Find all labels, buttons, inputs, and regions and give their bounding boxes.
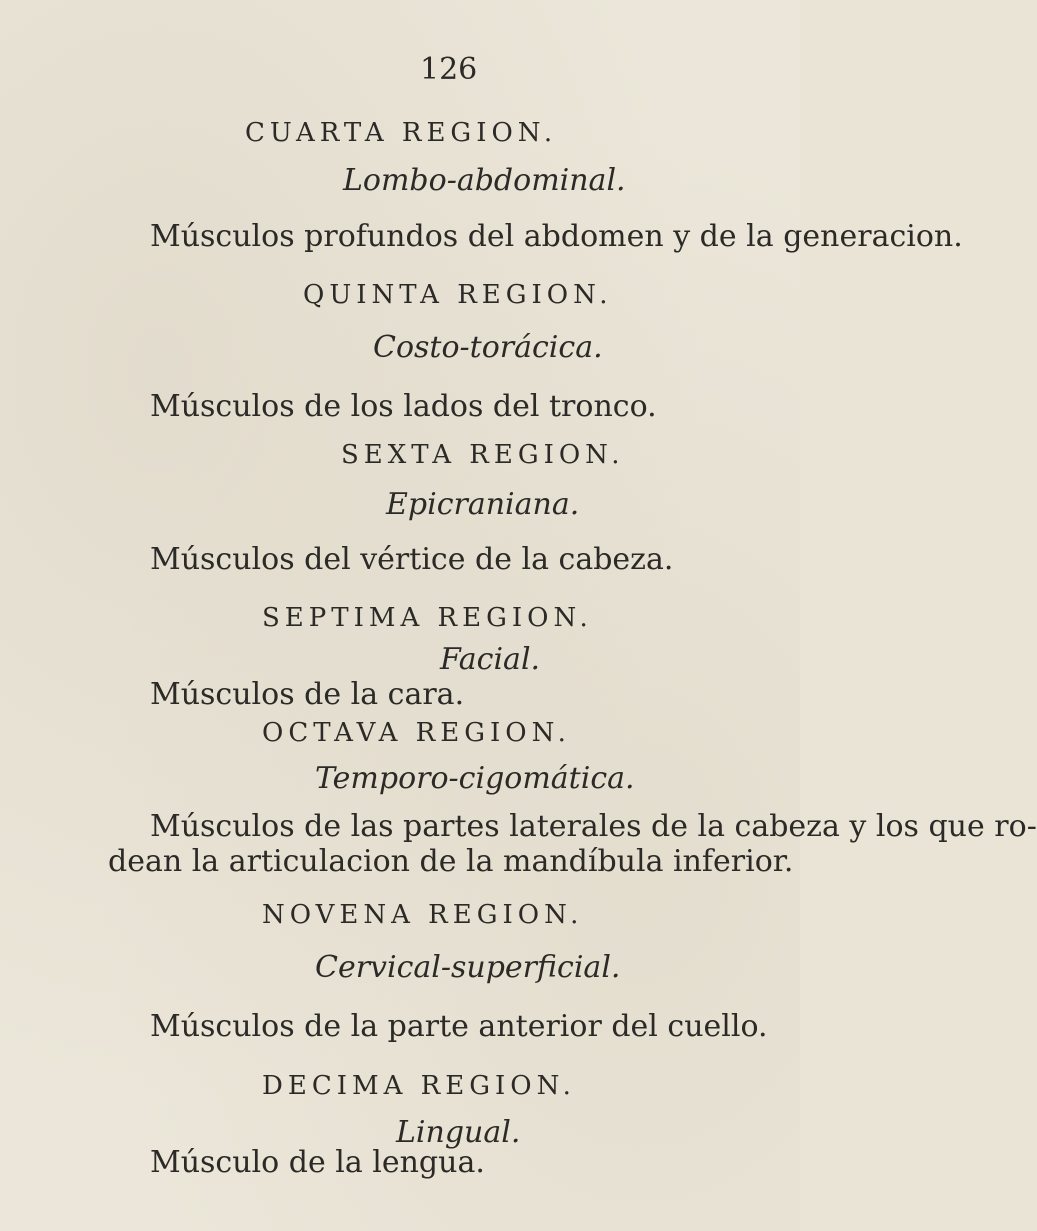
- region-subtitle: Epicraniana.: [386, 487, 580, 522]
- region-subtitle: Lombo-abdominal.: [343, 163, 626, 198]
- region-text-line: dean la articulacion de la mandíbula inferior.: [108, 844, 794, 879]
- region-heading: SEXTA REGION.: [341, 440, 625, 470]
- region-heading: QUINTA REGION.: [303, 280, 613, 310]
- region-text: Músculos de la parte anterior del cuello.: [150, 1009, 768, 1044]
- region-subtitle: Costo-torácica.: [373, 330, 603, 365]
- region-text-line: Músculos de las partes laterales de la cabeza y los que ro-: [150, 809, 1037, 844]
- region-subtitle: Lingual.: [396, 1115, 521, 1150]
- region-heading: DECIMA REGION.: [262, 1071, 576, 1101]
- region-heading: NOVENA REGION.: [262, 900, 584, 930]
- region-text: Músculos de la cara.: [150, 677, 465, 712]
- region-subtitle: Facial.: [440, 642, 541, 677]
- page-number: 126: [420, 52, 478, 87]
- region-text: Músculos del vértice de la cabeza.: [150, 542, 674, 577]
- region-text: Músculos de los lados del tronco.: [150, 389, 657, 424]
- region-subtitle: Cervical-superficial.: [315, 950, 621, 985]
- region-heading: CUARTA REGION.: [245, 118, 558, 148]
- region-subtitle: Temporo-cigomática.: [315, 761, 635, 796]
- region-heading: OCTAVA REGION.: [262, 718, 571, 748]
- region-text: Músculo de la lengua.: [150, 1145, 485, 1180]
- region-heading: SEPTIMA REGION.: [262, 603, 593, 633]
- region-text: Músculos profundos del abdomen y de la generacion.: [150, 219, 963, 254]
